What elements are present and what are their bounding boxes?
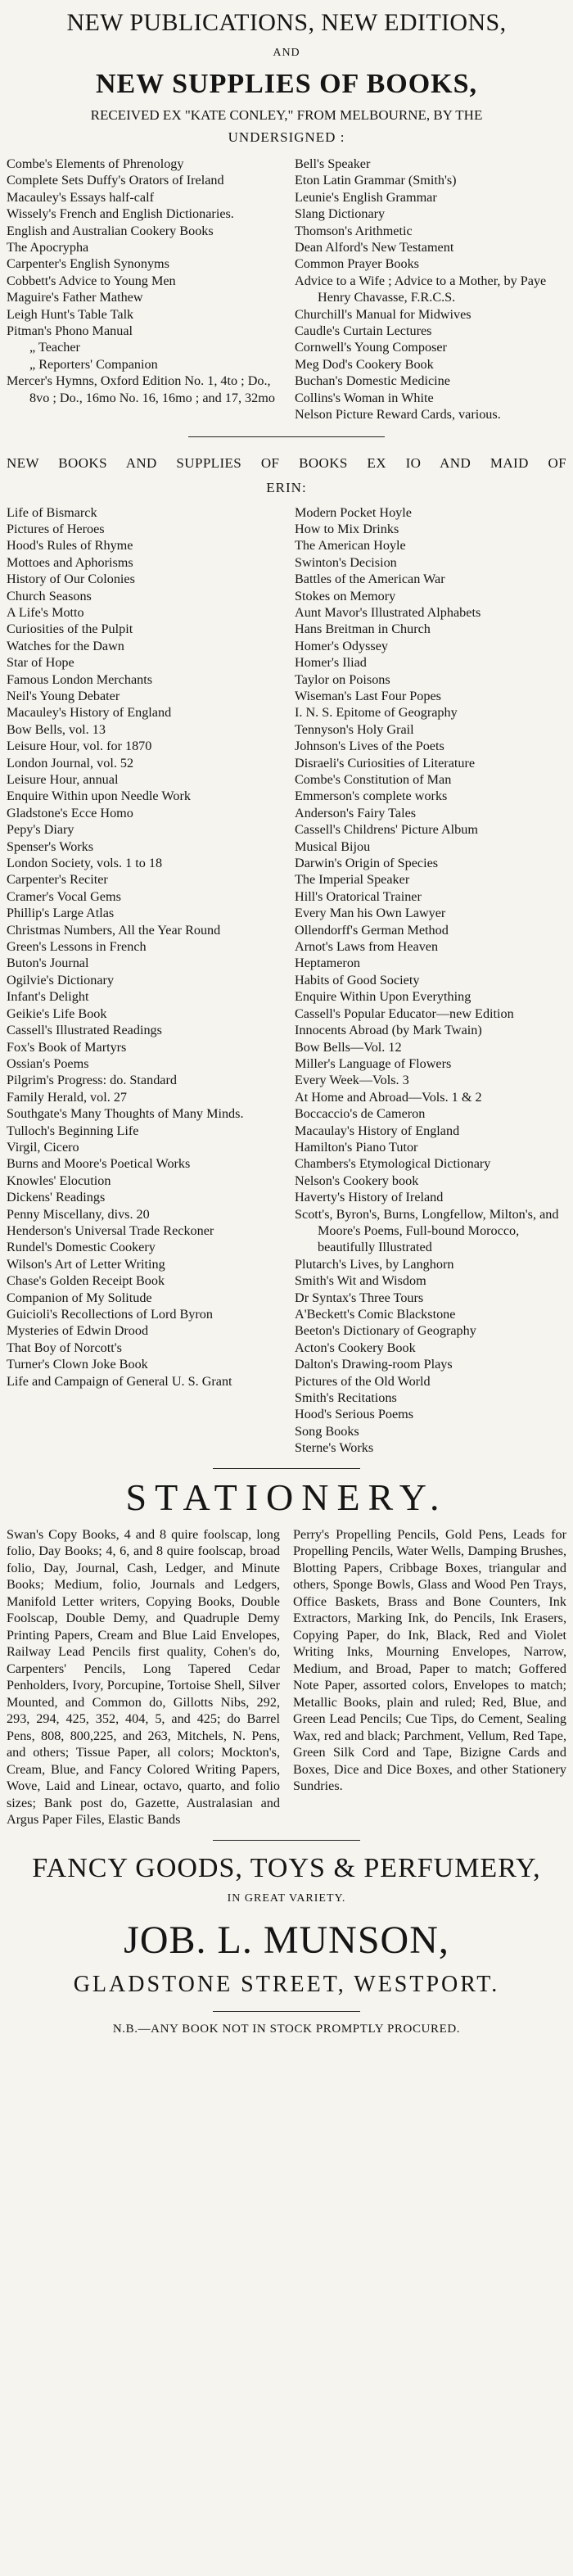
list-item: Habits of Good Society: [295, 972, 420, 987]
erin-list-right: [295, 504, 566, 1457]
list-item: The Imperial Speaker: [295, 872, 410, 888]
list-item: Maguire's Father Mathew: [7, 290, 143, 305]
list-item: Heptameron: [295, 956, 361, 971]
proprietor-name: JOB. L. MUNSON,: [124, 1918, 449, 1962]
list-item: Churchill's Manual for Midwives: [295, 306, 471, 322]
section-heading-erin-end: ERIN:: [266, 479, 307, 495]
list-item: Scott's, Byron's, Burns, Longfellow, Milton's, and Moore's Poems, Full-bound Morocco, beautifully Illustrated: [295, 1206, 559, 1255]
list-item: Leigh Hunt's Table Talk: [7, 306, 134, 322]
list-item: Henderson's Universal Trade Reckoner: [7, 1222, 214, 1238]
list-item: Cassell's Childrens' Picture Album: [295, 822, 478, 838]
list-item: Life of Bismarck: [7, 504, 97, 520]
list-item: Darwin's Origin of Species: [295, 856, 439, 871]
list-item: Common Prayer Books: [295, 256, 419, 272]
list-item: Every Man his Own Lawyer: [295, 906, 446, 921]
list-item: Modern Pocket Hoyle: [295, 504, 412, 520]
headline-new-publications: NEW PUBLICATIONS, NEW EDITIONS,: [66, 9, 507, 36]
list-item: A'Beckett's Comic Blackstone: [295, 1307, 456, 1322]
list-item: Nelson Picture Reward Cards, various.: [295, 407, 501, 423]
list-item: Infant's Delight: [7, 989, 89, 1005]
received-line: RECEIVED EX "KATE CONLEY," FROM MELBOURNE, BY THE: [90, 107, 483, 123]
list-item: Johnson's Lives of the Poets: [295, 739, 444, 754]
list-item: Virgil, Cicero: [7, 1139, 79, 1155]
melbourne-list-right: [295, 156, 566, 423]
list-item: Gladstone's Ecce Homo: [7, 805, 133, 820]
list-item: Collins's Woman in White: [295, 390, 434, 405]
melbourne-list-left: [7, 156, 278, 423]
list-item: Life and Campaign of General U. S. Grant: [7, 1373, 232, 1389]
list-item: Leisure Hour, annual: [7, 772, 119, 787]
list-item: Advice to a Wife ; Advice to a Mother, by Paye Henry Chavasse, F.R.C.S.: [295, 273, 547, 305]
list-item: Dr Syntax's Three Tours: [295, 1290, 424, 1305]
list-item: Macaulay's History of England: [295, 1123, 460, 1138]
list-item: Cassell's Popular Educator—new Edition: [295, 1006, 514, 1021]
list-item: English and Australian Cookery Books: [7, 223, 214, 238]
stationery-right-text: Perry's Propelling Pencils, Gold Pens, Leads for Propelling Pencils, Water Wells, Damping Brushes, Blotting Papers, Cribbage Boxes, triangular and others, Sponge Bowls, Glass and Wood Pen Trays, Office Baskets, Brass and Bone Counters, Ink Extractors, Marking Ink, do Pencils, Ink Erasers, Copying Paper, do Ink, Black, Red and Violet Writing Inks, Mourning Envelopes, Narrow, Medium, and Broad, Paper to match; Goffered Note Paper, assorted colors, Envelopes to match; Metallic Books, plain and ruled; Red, Blue, and Green Lead Pencils; Cue Tips, do Cement, Sealing Wax, red and black; Parchment, Vellum, Red Tape, Green Silk Cord and Tape, Bizigne Cards and Boxes, Dice and Dice Boxes, and other Stationery Sundries.: [293, 1526, 566, 1794]
list-item: Tennyson's Holy Grail: [295, 721, 414, 737]
erin-list-left: [7, 504, 278, 1457]
list-item: Tulloch's Beginning Life: [7, 1123, 139, 1138]
list-item: Arnot's Laws from Heaven: [295, 939, 439, 955]
list-item: Caudle's Curtain Lectures: [295, 323, 432, 339]
headline-and: AND: [273, 47, 300, 59]
list-item: Dalton's Drawing-room Plays: [295, 1357, 453, 1372]
list-item: Aunt Mavor's Illustrated Alphabets: [295, 604, 481, 620]
list-item: Eton Latin Grammar (Smith's): [295, 173, 457, 188]
list-item: Family Herald, vol. 27: [7, 1089, 128, 1105]
list-item: Fox's Book of Martyrs: [7, 1039, 127, 1055]
list-item: Beeton's Dictionary of Geography: [295, 1323, 476, 1339]
list-item: Macauley's History of England: [7, 705, 172, 721]
list-item: Musical Bijou: [295, 838, 371, 854]
list-item: Ogilvie's Dictionary: [7, 972, 115, 987]
list-item: Buton's Journal: [7, 956, 89, 971]
list-item: Emmerson's complete works: [295, 789, 448, 804]
address-line: GLADSTONE STREET, WESTPORT.: [73, 1971, 500, 1997]
list-item: Anderson's Fairy Tales: [295, 805, 417, 820]
list-item: Smith's Recitations: [295, 1390, 397, 1406]
section-heading-erin: NEW BOOKS AND SUPPLIES OF BOOKS EX IO AND MAID OF: [7, 454, 566, 471]
list-item: London Society, vols. 1 to 18: [7, 856, 163, 871]
list-item: Spenser's Works: [7, 838, 94, 854]
list-item: Bell's Speaker: [295, 156, 371, 171]
list-item: Ollendorff's German Method: [295, 922, 449, 938]
list-item: Thomson's Arithmetic: [295, 223, 413, 238]
list-item: Boccaccio's de Cameron: [295, 1106, 426, 1122]
list-item: Leisure Hour, vol. for 1870: [7, 739, 152, 754]
list-item: Dickens' Readings: [7, 1190, 106, 1205]
list-item: Pitman's Phono Manual: [7, 323, 133, 339]
list-item: Chase's Golden Receipt Book: [7, 1273, 165, 1289]
list-item: Guicioli's Recollections of Lord Byron: [7, 1307, 213, 1322]
list-item: Cornwell's Young Composer: [295, 340, 447, 355]
melbourne-book-list: [0, 156, 573, 423]
list-item: Neil's Young Debater: [7, 688, 120, 703]
list-item: Meg Dod's Cookery Book: [295, 356, 434, 372]
list-item: Bow Bells, vol. 13: [7, 721, 106, 737]
list-item: Green's Lessons in French: [7, 939, 147, 955]
list-item: Rundel's Domestic Cookery: [7, 1240, 156, 1255]
list-item: Geikie's Life Book: [7, 1006, 107, 1021]
list-item: Smith's Wit and Wisdom: [295, 1273, 426, 1289]
list-item: Homer's Iliad: [295, 655, 367, 671]
list-item: Stokes on Memory: [295, 588, 396, 603]
list-item: „ Reporters' Companion: [29, 356, 158, 372]
list-item: Wiseman's Last Four Popes: [295, 688, 441, 703]
list-item: „ Teacher: [29, 340, 80, 355]
stationery-heading: STATIONERY.: [125, 1476, 448, 1518]
headline-new-supplies: NEW SUPPLIES OF BOOKS,: [96, 69, 477, 99]
list-item: Combe's Constitution of Man: [295, 772, 452, 787]
stationery-left-text: Swan's Copy Books, 4 and 8 quire foolscap, long folio, Day Books; 4, 6, and 8 quire foolscap, broad folio, Day, Journal, Cash, Ledger, and Minute Books; Medium, folio, Journals and Ledgers, Manifold Letter writers, Copying Books, Double Foolscap, Double Demy, and Quadruple Demy Printing Papers, Cream and Blue Laid Envelopes, Railway Lead Pencils first quality, Cohen's do, Carpenters' Pencils, Long Tapered Cedar Penholders, Ivory, Porcupine, Tortoise Shell, Silver Mounted, and Common do, Gillotts Nibs, 292, 293, 294, 425, 352, 404, 5, and 425; do Barrel Pens, 808, 800,225, and 263, Mitchels, N. Pens, and others; Tissue Paper, all colors; Mockton's, Cream, Blue, and Fancy Colored Writing Papers, Wove, Laid and Linear, octavo, quarto, and folio sizes; Bank post do, Gazette, Australasian and Argus Paper Files, Elastic Bands: [7, 1526, 280, 1828]
list-item: Pilgrim's Progress: do. Standard: [7, 1073, 177, 1088]
list-item: Hamilton's Piano Tutor: [295, 1139, 418, 1155]
list-item: Curiosities of the Pulpit: [7, 621, 133, 637]
list-item: Cobbett's Advice to Young Men: [7, 273, 176, 288]
list-item: At Home and Abroad—Vols. 1 & 2: [295, 1089, 482, 1105]
list-item: Homer's Odyssey: [295, 638, 388, 653]
list-item: Swinton's Decision: [295, 554, 397, 570]
list-item: Carpenter's English Synonyms: [7, 256, 169, 272]
list-item: Complete Sets Duffy's Orators of Ireland: [7, 173, 224, 188]
procure-note: N.B.—ANY BOOK NOT IN STOCK PROMPTLY PROCURED.: [112, 2022, 461, 2036]
list-item: Pictures of Heroes: [7, 521, 105, 536]
list-item: History of Our Colonies: [7, 572, 135, 587]
list-item: Battles of the American War: [295, 572, 445, 587]
list-item: Hood's Rules of Rhyme: [7, 538, 133, 554]
list-item: Disraeli's Curiosities of Literature: [295, 755, 476, 771]
list-item: Mercer's Hymns, Oxford Edition No. 1, 4to ; Do., 8vo ; Do., 16mo No. 16, 16mo ; and 17, 32mo: [7, 373, 275, 405]
list-item: Every Week—Vols. 3: [295, 1073, 409, 1088]
list-item: Phillip's Large Atlas: [7, 906, 115, 921]
list-item: The American Hoyle: [295, 538, 406, 554]
list-item: Ossian's Poems: [7, 1055, 89, 1071]
list-item: Companion of My Solitude: [7, 1290, 152, 1305]
list-item: Church Seasons: [7, 588, 92, 603]
list-item: A Life's Motto: [7, 604, 84, 620]
list-item: Wissely's French and English Dictionaries.: [7, 206, 234, 222]
list-item: Buchan's Domestic Medicine: [295, 373, 450, 389]
list-item: Acton's Cookery Book: [295, 1340, 416, 1355]
list-item: Burns and Moore's Poetical Works: [7, 1156, 191, 1172]
list-item: Dean Alford's New Testament: [295, 240, 454, 255]
list-item: Mysteries of Edwin Drood: [7, 1323, 149, 1339]
list-item: Cramer's Vocal Gems: [7, 888, 121, 904]
list-item: Haverty's History of Ireland: [295, 1190, 444, 1205]
undersigned-line: UNDERSIGNED :: [228, 129, 345, 145]
list-item: I. N. S. Epitome of Geography: [295, 705, 458, 721]
erin-book-list: [0, 504, 573, 1457]
list-item: Mottoes and Aphorisms: [7, 554, 133, 570]
list-item: Plutarch's Lives, by Langhorn: [295, 1256, 454, 1272]
list-item: Watches for the Dawn: [7, 638, 124, 653]
variety-line: IN GREAT VARIETY.: [227, 1891, 346, 1905]
stationery-list: [0, 1526, 573, 1828]
list-item: Knowles' Elocution: [7, 1173, 111, 1188]
list-item: Nelson's Cookery book: [295, 1173, 419, 1188]
list-item: Penny Miscellany, divs. 20: [7, 1206, 150, 1222]
list-item: Enquire Within upon Needle Work: [7, 789, 191, 804]
list-item: Pepy's Diary: [7, 822, 74, 838]
list-item: How to Mix Drinks: [295, 521, 399, 536]
list-item: Southgate's Many Thoughts of Many Minds.: [7, 1106, 244, 1122]
list-item: Innocents Abroad (by Mark Twain): [295, 1023, 482, 1038]
list-item: Slang Dictionary: [295, 206, 386, 222]
list-item: Chambers's Etymological Dictionary: [295, 1156, 491, 1172]
list-item: Christmas Numbers, All the Year Round: [7, 922, 221, 938]
list-item: That Boy of Norcott's: [7, 1340, 122, 1355]
list-item: Bow Bells—Vol. 12: [295, 1039, 402, 1055]
list-item: Turner's Clown Joke Book: [7, 1357, 148, 1372]
list-item: Hill's Oratorical Trainer: [295, 888, 422, 904]
list-item: Combe's Elements of Phrenology: [7, 156, 184, 171]
list-item: Famous London Merchants: [7, 671, 153, 687]
list-item: Sterne's Works: [295, 1440, 374, 1456]
list-item: Leunie's English Grammar: [295, 189, 437, 205]
list-item: Cassell's Illustrated Readings: [7, 1023, 162, 1038]
list-item: Pictures of the Old World: [295, 1373, 431, 1389]
list-item: London Journal, vol. 52: [7, 755, 134, 771]
list-item: Hans Breitman in Church: [295, 621, 431, 637]
list-item: Hood's Serious Poems: [295, 1407, 414, 1422]
list-item: Star of Hope: [7, 655, 74, 671]
list-item: Carpenter's Reciter: [7, 872, 108, 888]
list-item: Song Books: [295, 1423, 359, 1439]
list-item: The Apocrypha: [7, 240, 89, 255]
list-item: Wilson's Art of Letter Writing: [7, 1256, 165, 1272]
list-item: Taylor on Poisons: [295, 671, 390, 687]
list-item: Enquire Within Upon Everything: [295, 989, 471, 1005]
fancy-goods-heading: FANCY GOODS, TOYS & PERFUMERY,: [32, 1852, 541, 1883]
list-item: Macauley's Essays half-calf: [7, 189, 155, 205]
list-item: Miller's Language of Flowers: [295, 1055, 452, 1071]
